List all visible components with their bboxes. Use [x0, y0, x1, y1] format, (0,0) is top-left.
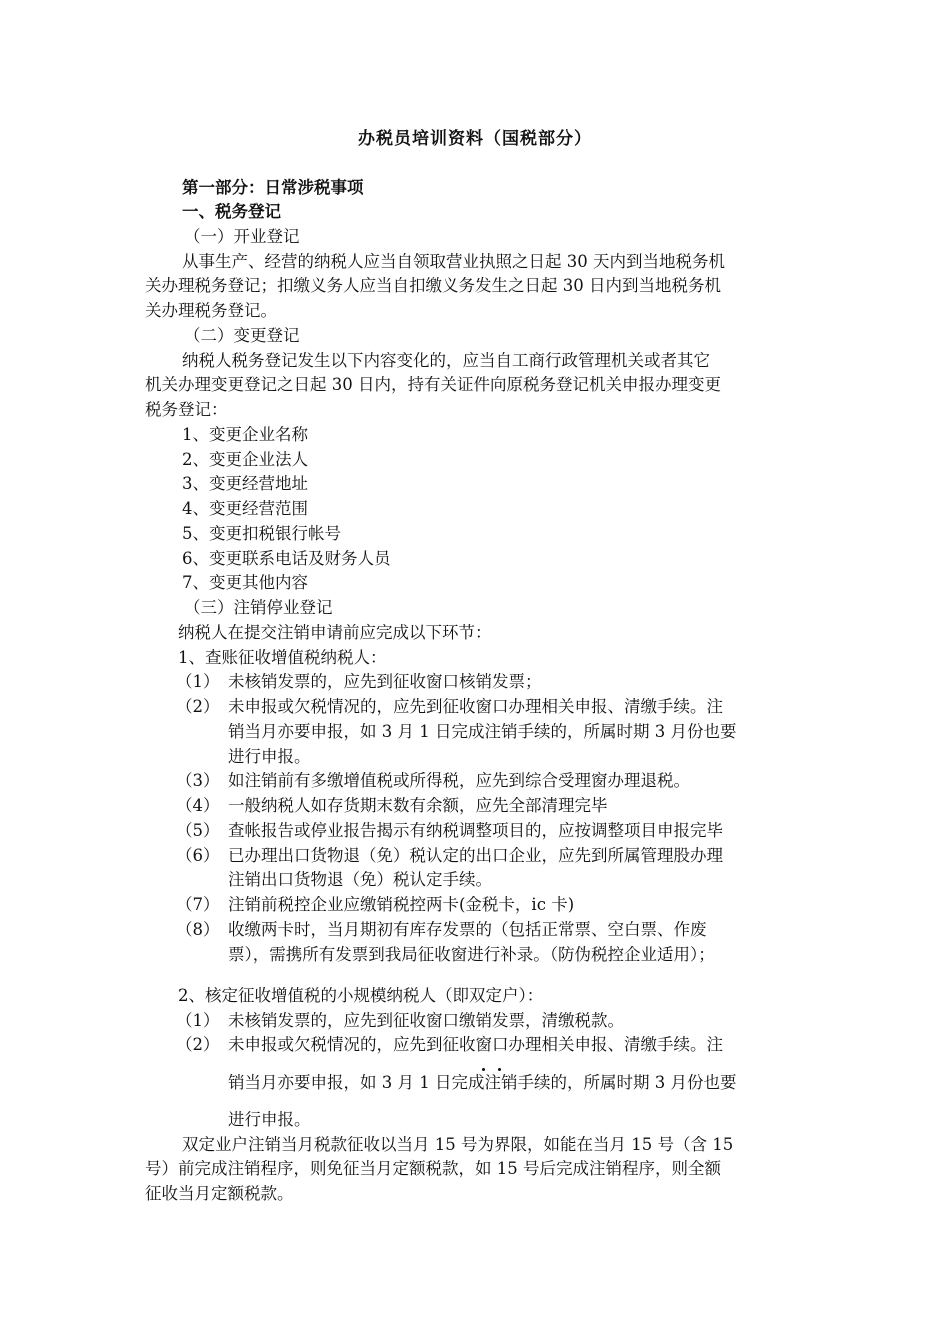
item-number: （7）	[176, 895, 220, 914]
item-text: 未核销发票的，应先到征收窗口缴销发票，清缴税款。	[228, 1011, 624, 1030]
item-text: 进行申报。	[228, 1110, 311, 1129]
item-text: 票），需携所有发票到我局征收窗进行补录。（防伪税控企业适用）；	[228, 945, 715, 964]
item-text: 销当月亦要申报，如 3 月 1 日完成注销手续的，所属时期 3 月份也要	[228, 1073, 737, 1092]
item-number: （4）	[176, 796, 220, 815]
sub1-heading: （一）开业登记	[184, 227, 300, 246]
item-text: 如注销前有多缴增值税或所得税，应先到综合受理窗办理退税。	[228, 771, 690, 790]
change-item: 5、变更扣税银行帐号	[182, 524, 341, 543]
sub1-para-line1: 从事生产、经营的纳税人应当自领取营业执照之日起 30 天内到当地税务机	[182, 252, 725, 271]
change-item: 4、变更经营范围	[182, 499, 308, 518]
item-number: （1）	[176, 1011, 220, 1030]
item-text: 一般纳税人如存货期末数有余额，应先全部清理完毕	[228, 796, 608, 815]
item-text: 未申报或欠税情况的，应先到征收窗口办理相关申报、清缴手续。注	[228, 1035, 723, 1054]
item-number: （6）	[176, 846, 220, 865]
item-number: （2）	[176, 697, 220, 716]
change-item: 3、变更经营地址	[182, 474, 308, 493]
item-number: （1）	[176, 672, 220, 691]
item-number: （2）	[176, 1035, 220, 1054]
item-text: 未核销发票的，应先到征收窗口核销发票；	[228, 672, 542, 691]
group1-heading: 1、查账征收增值税纳税人：	[178, 648, 387, 667]
item-text: 销当月亦要申报，如 3 月 1 日完成注销手续的，所属时期 3 月份也要	[228, 722, 737, 741]
item-text: 已办理出口货物退（免）税认定的出口企业，应先到所属管理股办理	[228, 846, 723, 865]
item-number: （8）	[176, 920, 220, 939]
change-item: 7、变更其他内容	[182, 573, 308, 592]
item-text: 进行申报。	[228, 747, 311, 766]
item-text: 未申报或欠税情况的，应先到征收窗口办理相关申报、清缴手续。注	[228, 697, 723, 716]
sub2-heading: （二）变更登记	[184, 326, 300, 345]
item-text: 注销前税控企业应缴销税控两卡(金税卡，ic 卡)	[228, 895, 575, 914]
sub1-para-line3: 关办理税务登记。	[145, 301, 277, 320]
item-number: （3）	[176, 771, 220, 790]
sub1-para-line2: 关办理税务登记；扣缴义务人应当自扣缴义务发生之日起 30 日内到当地税务机	[145, 276, 721, 295]
sub2-para-line2: 机关办理变更登记之日起 30 日内，持有关证件向原税务登记机关申报办理变更	[145, 375, 721, 394]
sub2-para-line1: 纳税人税务登记发生以下内容变化的，应当自工商行政管理机关或者其它	[182, 351, 710, 370]
group2-heading: 2、核定征收增值税的小规模纳税人（即双定户）：	[178, 986, 544, 1005]
change-item: 2、变更企业法人	[182, 450, 308, 469]
item-number: （5）	[176, 821, 220, 840]
closing-para-line1: 双定业户注销当月税款征收以当月 15 号为界限，如能在当月 15 号（含 15	[182, 1135, 734, 1154]
document-title: 办税员培训资料（国税部分）	[358, 129, 592, 149]
closing-para-line3: 征收当月定额税款。	[145, 1184, 294, 1203]
change-item: 1、变更企业名称	[182, 425, 308, 444]
item-text: 收缴两卡时，当月期初有库存发票的（包括正常票、空白票、作废	[228, 920, 707, 939]
part1-heading: 第一部分：日常涉税事项	[182, 178, 364, 197]
change-item: 6、变更联系电话及财务人员	[182, 549, 391, 568]
closing-para-line2: 号）前完成注销程序，则免征当月定额税款，如 15 号后完成注销程序，则全额	[145, 1159, 721, 1178]
sub3-intro: 纳税人在提交注销申请前应完成以下环节：	[178, 623, 492, 642]
sub3-heading: （三）注销停业登记	[184, 598, 333, 617]
section1-heading: 一、税务登记	[182, 202, 281, 221]
item-text: 注销出口货物退（免）税认定手续。	[228, 870, 492, 889]
sub2-para-line3: 税务登记：	[145, 400, 228, 419]
item-text: 查帐报告或停业报告揭示有纳税调整项目的，应按调整项目申报完毕	[228, 821, 723, 840]
